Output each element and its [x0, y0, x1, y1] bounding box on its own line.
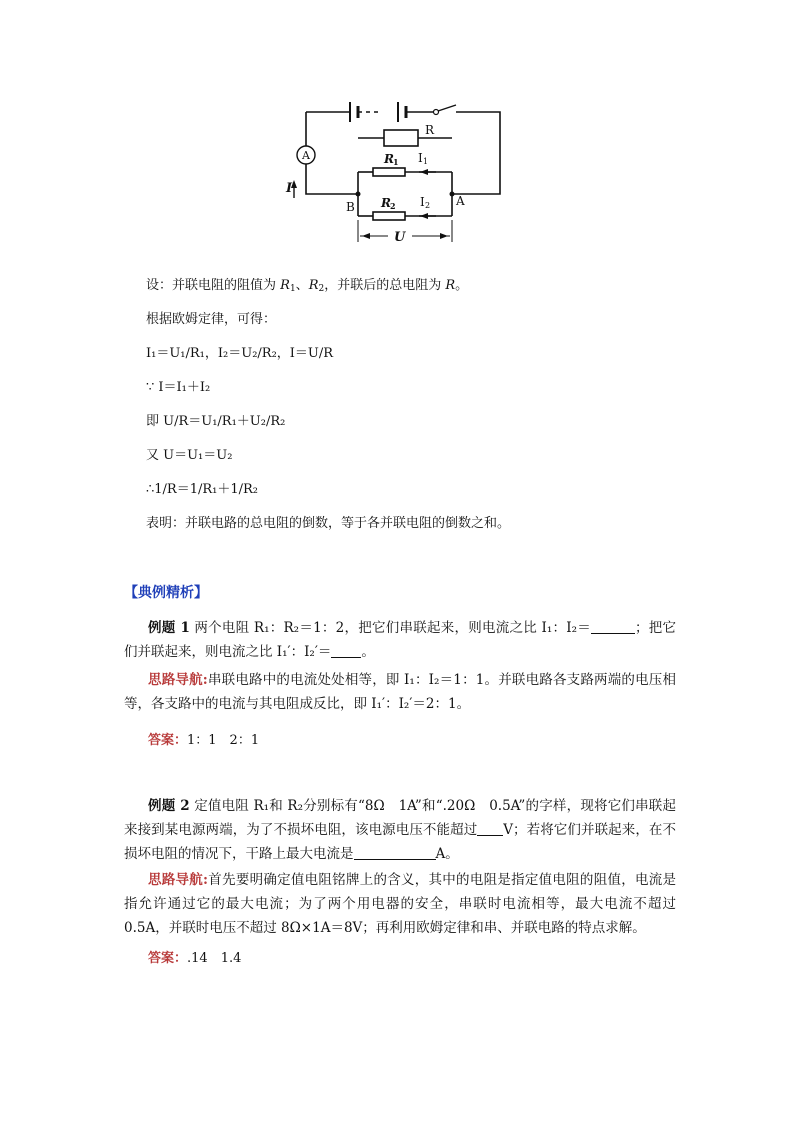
example-2-guide-label: 思路导航:	[148, 872, 209, 888]
example-2-answer	[148, 947, 241, 966]
derivation-line-6: 又 U＝U₁＝U₂	[146, 448, 233, 463]
derivation-line-7: ∴1/R＝1/R₁＋1/R₂	[146, 482, 259, 497]
example-1-guide-text: 串联电路中的电流处处相等，即 I₁：I₂＝1：1。并联电路各支路两端的电压相等，各支路中的电流与其电阻成反比，即 I₁′：I₂′＝2：1。	[124, 672, 677, 712]
example-2-guide-text: 首先要明确定值电阻铭牌上的含义，其中的电阻是指定值电阻的阻值，电流是指允许通过它的最大电流；为了两个用电器的安全，串联时电流相等，最大电流不超过 0.5A，并联时电压不超过 8Ω×1A＝8V；再利用欧姆定律和串、并联电路的特点求解。	[124, 872, 677, 936]
derivation-line-3: I₁＝U₁/R₁，I₂＝U₂/R₂，I＝U/R	[146, 346, 334, 361]
example-2-blank-1[interactable]	[477, 821, 503, 836]
label-U: U	[394, 230, 406, 245]
example-2-text-b: V；若将它们并联起来，在不损坏电阻的情况下，干路上最大电流是	[124, 822, 677, 862]
label-R: R	[425, 123, 435, 137]
label-R2-sub: 2	[390, 201, 396, 211]
derivation-line-4: ∵ I＝I₁＋I₂	[146, 380, 211, 395]
example-2-blank-2[interactable]	[354, 845, 436, 860]
label-I1: I	[418, 151, 423, 165]
section-title: 【典例精析】	[124, 585, 208, 601]
resistor-R2	[373, 212, 405, 220]
example-1-blank-1[interactable]	[591, 619, 635, 634]
label-I1-sub: 1	[423, 157, 429, 166]
example-2-question	[124, 794, 676, 866]
example-1-answer	[148, 729, 259, 748]
label-R1-sub: 1	[393, 157, 399, 167]
example-1-text-b: ；把它们并联起来，则电流之比 I₁′：I₂′＝	[124, 620, 677, 660]
example-2-label: 例题 2	[148, 798, 190, 814]
derivation-line-1: 设：并联电阻的阻值为 $R_1$、$R_2$，并联后的总电阻为 R。	[146, 278, 469, 294]
example-1-answer-text: 1：1 2：1	[187, 733, 260, 748]
example-2-text-a: 定值电阻 R₁和 R₂分别标有“8Ω 1A”和“.20Ω 0.5A”的字样，现将它们串联起来接到某电源两端，为了不损坏电阻，该电源电压不能超过	[124, 798, 677, 838]
example-1-blank-2[interactable]	[331, 643, 361, 658]
label-R1: R	[384, 152, 394, 166]
resistor-R1	[373, 168, 405, 176]
derivation-line-5: 即 U/R＝U₁/R₁＋U₂/R₂	[146, 414, 286, 429]
label-ammeter: A	[302, 149, 310, 162]
example-1-text-c: 。	[361, 644, 375, 660]
derivation-conclusion: 表明：并联电路的总电阻的倒数，等于各并联电阻的倒数之和。	[146, 516, 511, 531]
example-2-answer-label: 答案：	[148, 951, 188, 966]
example-2-text-c: A。	[435, 846, 459, 862]
derivation-line-1-mid: ，并联后的总电阻为	[324, 278, 446, 293]
example-1-question	[124, 616, 676, 664]
example-1-guide	[124, 668, 676, 716]
example-1-guide-label: 思路导航:	[148, 672, 208, 688]
example-1-label: 例题 1	[148, 620, 190, 636]
label-A: A	[456, 194, 465, 208]
derivation-line-1-end: 。	[455, 278, 469, 293]
example-2-answer-text: .14 1.4	[187, 951, 242, 966]
label-I2-sub: 2	[425, 201, 431, 210]
label-I: I	[286, 181, 293, 196]
label-R2: R	[381, 196, 391, 210]
label-I2: I	[420, 195, 425, 209]
example-1-answer-label: 答案：	[148, 733, 188, 748]
derivation-line-2: 根据欧姆定律，可得：	[146, 312, 277, 327]
resistor-R	[384, 130, 418, 146]
parallel-circuit-diagram	[280, 92, 520, 257]
example-2-guide	[124, 868, 676, 940]
derivation-line-1-text: 设：并联电阻的阻值为	[146, 278, 281, 293]
example-1-text-a: 两个电阻 R₁：R₂＝1：2，把它们串联起来，则电流之比 I₁：I₂＝	[194, 620, 592, 636]
label-B: B	[346, 200, 355, 214]
